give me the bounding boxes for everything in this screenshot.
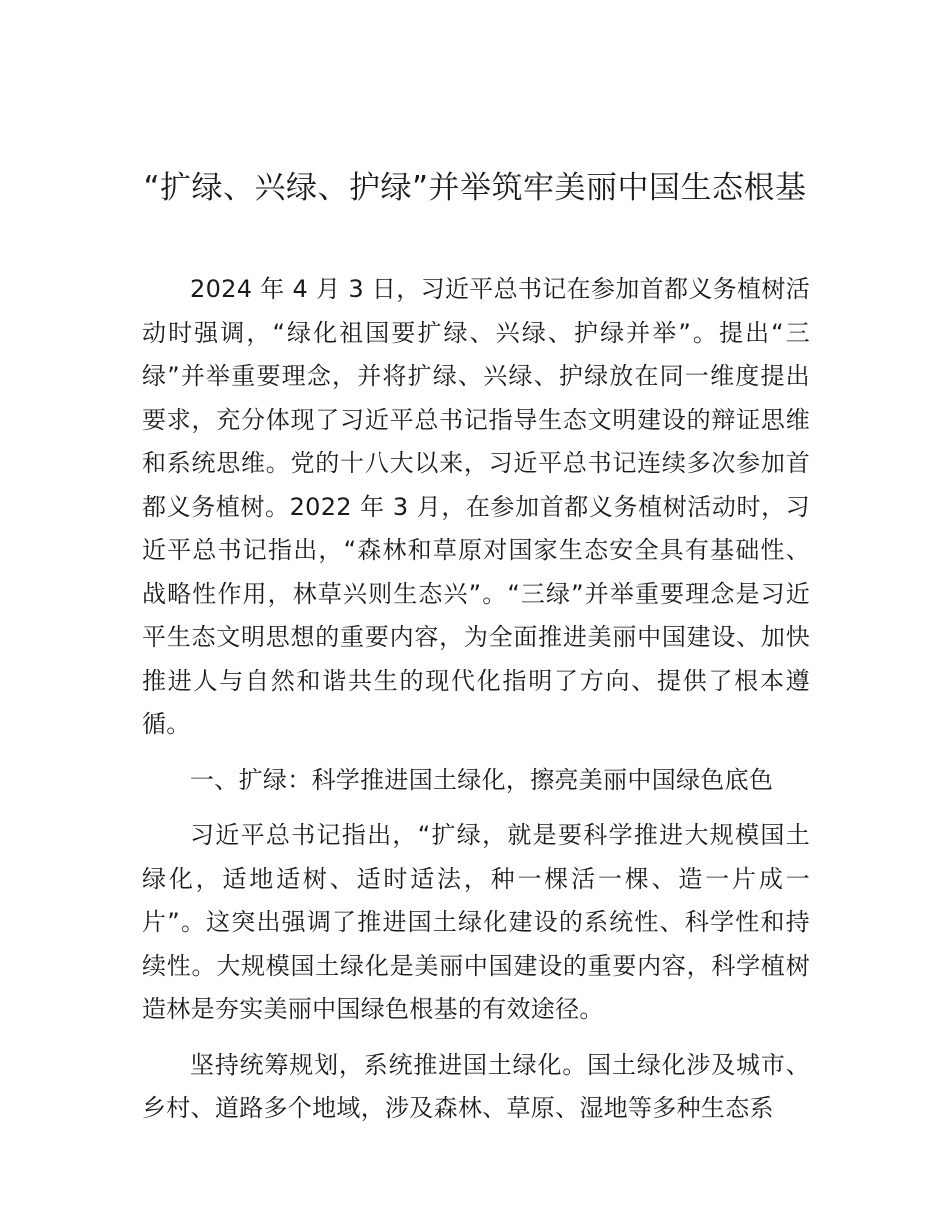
document-title: “扩绿、兴绿、护绿”并举筑牢美丽中国生态根基 [143,170,807,206]
paragraph-planning: 坚持统筹规划，系统推进国土绿化。国土绿化涉及城市、乡村、道路多个地域，涉及森林、草原、湿地等多种生态系 [142,1050,810,1122]
section-heading-1: 一、扩绿：科学推进国土绿化，擦亮美丽中国绿色底色 [190,765,774,794]
document-body [142,268,810,1143]
paragraph-intro: 2024 年 4 月 3 日，习近平总书记在参加首都义务植树活动时强调，“绿化祖国要扩绿、兴绿、护绿并举”。提出“三绿”并举重要理念，并将扩绿、兴绿、护绿放在同一维度提出要求，充分体现了习近平总书记指导生态文明建设的辩证思维和系统思维。党的十八大以来，习近平总书记连续多次参加首都义务植树。2022 年 3 月，在参加首都义务植树活动时，习近平总书记指出，“森林和草原对国家生态安全具有基础性、战略性作用，林草兴则生态兴”。“三绿”并举重要理念是习近平生态文明思想的重要内容，为全面推进美丽中国建设、加快推进人与自然和谐共生的现代化指明了方向、提供了根本遵循。 [142,275,810,738]
paragraph-section-1: 习近平总书记指出，“扩绿，就是要科学推进大规模国土绿化，适地适树、适时适法，种一棵活一棵、造一片成一片”。这突出强调了推进国土绿化建设的系统性、科学性和持续性。大规模国土绿化是美丽中国建设的重要内容，科学植树造林是夯实美丽中国绿色根基的有效途径。 [142,821,810,1023]
